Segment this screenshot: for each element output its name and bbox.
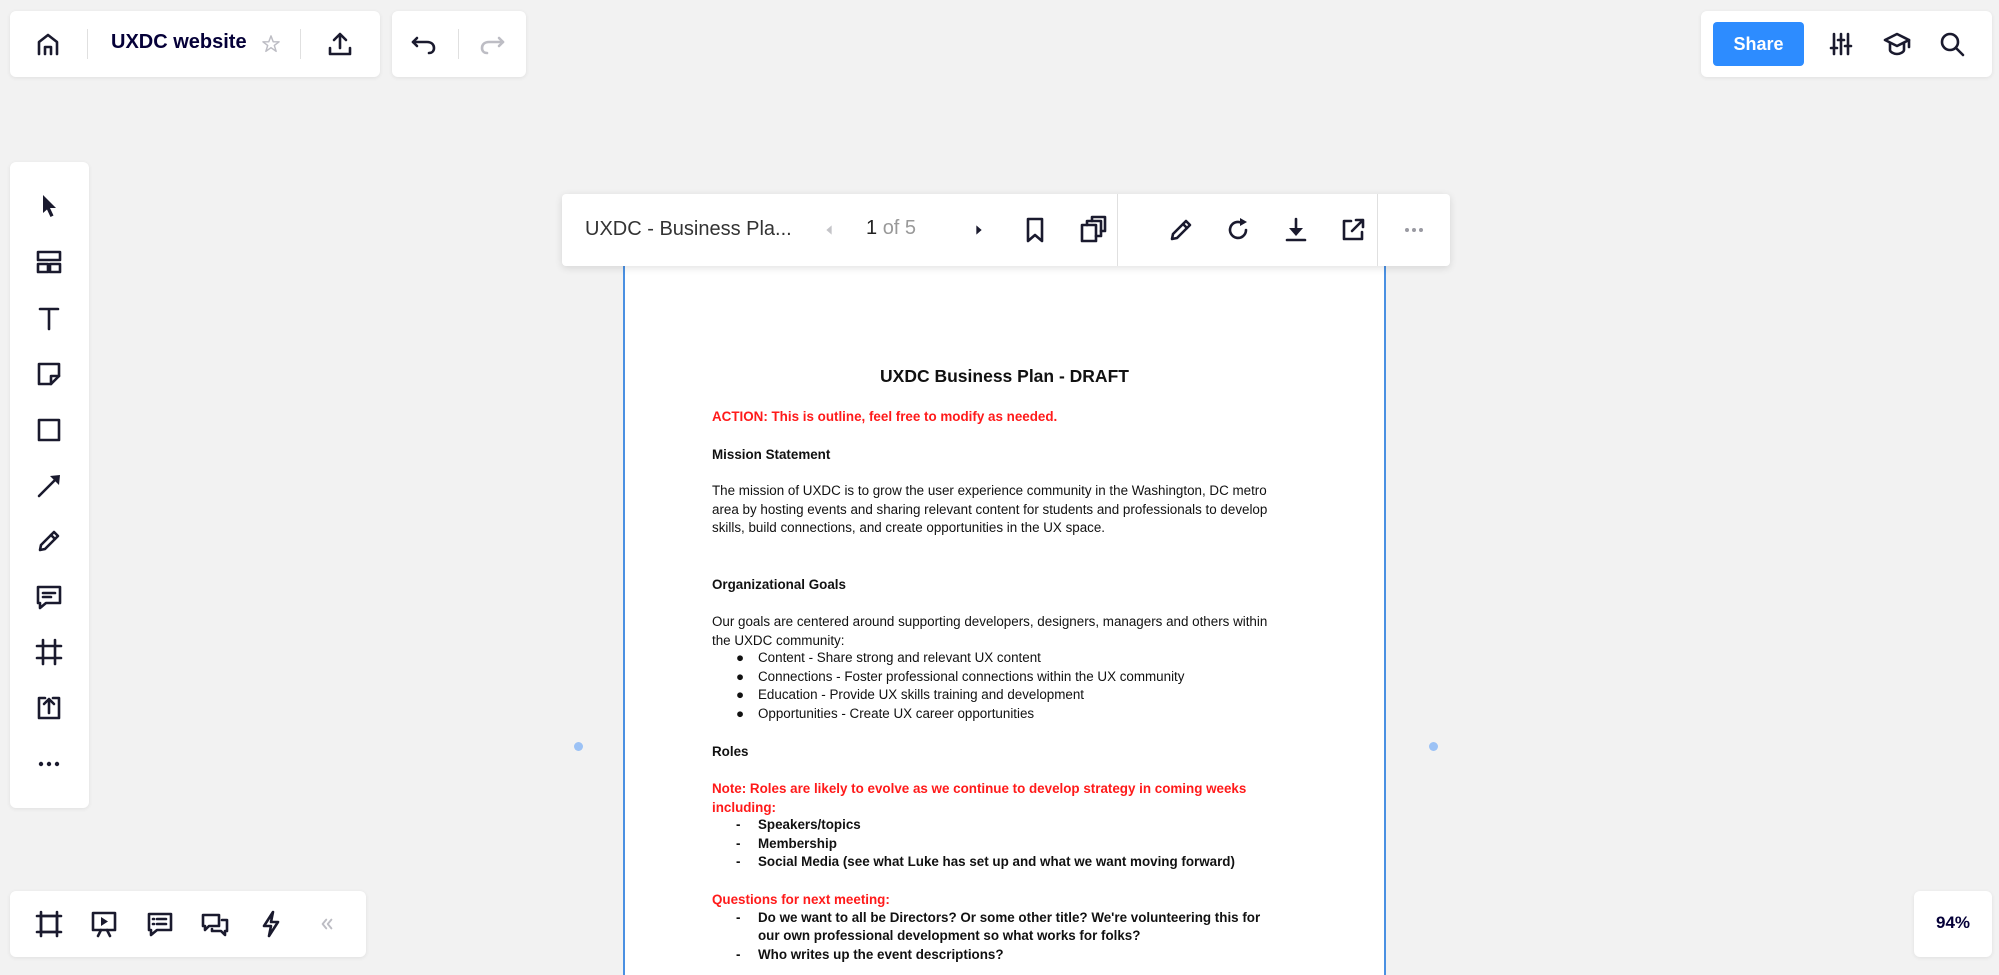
pen-icon xyxy=(34,526,64,556)
dash-mark: - xyxy=(736,947,741,962)
presentation-icon xyxy=(89,909,119,939)
dash-mark: - xyxy=(736,854,741,869)
mission-line: skills, build connections, and create opportunities in the UX space. xyxy=(712,520,1106,535)
rectangle-icon xyxy=(34,415,64,445)
notes-button[interactable] xyxy=(138,902,182,946)
pen-icon xyxy=(1166,215,1196,245)
chevron-left-icon xyxy=(819,220,839,240)
search-button[interactable] xyxy=(1930,22,1974,66)
rotate-button[interactable] xyxy=(1216,208,1260,252)
connector-tool[interactable] xyxy=(27,464,71,508)
external-link-icon xyxy=(1338,215,1368,245)
activity-button[interactable] xyxy=(249,902,293,946)
frame-icon xyxy=(34,637,64,667)
presentation-button[interactable] xyxy=(82,902,126,946)
redo-button[interactable] xyxy=(470,22,514,66)
bullet-mark: ● xyxy=(736,706,745,721)
document-name: UXDC - Business Pla... xyxy=(585,218,792,240)
mission-heading: Mission Statement xyxy=(712,447,831,462)
bullet-mark: ● xyxy=(736,650,745,665)
more-options-button[interactable] xyxy=(1392,208,1436,252)
search-icon xyxy=(1937,29,1967,59)
bullet-text: Education - Provide UX skills training and development xyxy=(758,687,1085,702)
learning-center-button[interactable] xyxy=(1875,22,1919,66)
bullet-text: Content - Share strong and relevant UX content xyxy=(758,650,1041,665)
bottom-toolbar xyxy=(10,891,366,957)
role-text: Speakers/topics xyxy=(758,817,861,832)
shape-tool[interactable] xyxy=(27,408,71,452)
open-external-button[interactable] xyxy=(1331,208,1375,252)
divider xyxy=(87,29,88,59)
export-button[interactable] xyxy=(318,22,362,66)
rotate-icon xyxy=(1223,215,1253,245)
question-text: Do we want to all be Directors? Or some other title? We're volunteering this for xyxy=(758,910,1261,925)
double-chevron-left-icon xyxy=(316,913,338,935)
graduation-cap-icon xyxy=(1882,29,1912,59)
resize-handle-right[interactable] xyxy=(1429,742,1438,751)
upload-file-icon xyxy=(34,693,64,723)
roles-heading: Roles xyxy=(712,744,749,759)
mission-line: The mission of UXDC is to grow the user experience community in the Washington, DC metro xyxy=(712,483,1267,498)
action-note: ACTION: This is outline, feel free to modify as needed. xyxy=(712,409,1058,424)
home-button[interactable] xyxy=(26,22,70,66)
bullet-mark: ● xyxy=(736,669,745,684)
top-right-panel xyxy=(1701,11,1992,77)
document-title: UXDC Business Plan - DRAFT xyxy=(880,366,1129,386)
dash-mark: - xyxy=(736,836,741,851)
goals-line: the UXDC community: xyxy=(712,633,845,648)
bullet-text: Opportunities - Create UX career opportunities xyxy=(758,706,1035,721)
next-page-button[interactable] xyxy=(957,208,1001,252)
upload-icon xyxy=(325,29,355,59)
pen-tool[interactable] xyxy=(27,519,71,563)
undo-icon xyxy=(409,29,439,59)
question-text: our own professional development so what works for folks? xyxy=(758,928,1141,943)
templates-icon xyxy=(34,247,64,277)
annotate-button[interactable] xyxy=(1159,208,1203,252)
share-button[interactable]: Share xyxy=(1713,22,1804,66)
bullet-mark: ● xyxy=(736,687,745,702)
bookmark-button[interactable] xyxy=(1013,208,1057,252)
text-icon xyxy=(34,303,64,333)
previous-page-button[interactable] xyxy=(807,208,851,252)
roles-note-line: including: xyxy=(712,800,776,815)
questions-heading: Questions for next meeting: xyxy=(712,892,890,907)
more-horizontal-icon xyxy=(1399,215,1429,245)
dash-mark: - xyxy=(736,910,741,925)
role-text: Membership xyxy=(758,836,837,851)
divider xyxy=(458,29,459,59)
more-tools-button[interactable] xyxy=(27,742,71,786)
board-title[interactable]: UXDC website xyxy=(111,31,247,53)
zoom-control[interactable] xyxy=(1914,891,1992,957)
chat-icon xyxy=(200,909,230,939)
comment-icon xyxy=(34,582,64,612)
undo-button[interactable] xyxy=(402,22,446,66)
text-tool[interactable] xyxy=(27,296,71,340)
select-tool[interactable] xyxy=(27,184,71,228)
star-icon xyxy=(260,33,282,55)
divider xyxy=(300,29,301,59)
mission-line: area by hosting events and sharing relevant content for students and professionals to develop xyxy=(712,502,1268,517)
current-page: 1 xyxy=(866,217,878,239)
document-viewer-toolbar xyxy=(562,194,1450,266)
sticky-note-tool[interactable] xyxy=(27,352,71,396)
sliders-icon xyxy=(1826,29,1856,59)
star-button[interactable] xyxy=(249,22,293,66)
download-icon xyxy=(1281,215,1311,245)
home-icon xyxy=(33,29,63,59)
divider xyxy=(1377,194,1378,266)
notes-list-icon xyxy=(145,909,175,939)
comment-tool[interactable] xyxy=(27,575,71,619)
creation-toolbar xyxy=(10,162,89,808)
history-panel xyxy=(392,11,526,77)
templates-tool[interactable] xyxy=(27,240,71,284)
page-indicator xyxy=(866,217,916,240)
copy-pages-icon xyxy=(1078,215,1108,245)
frames-button[interactable] xyxy=(27,902,71,946)
settings-button[interactable] xyxy=(1819,22,1863,66)
chevron-right-icon xyxy=(969,220,989,240)
pages-button[interactable] xyxy=(1071,208,1115,252)
more-horizontal-icon xyxy=(34,749,64,779)
arrow-icon xyxy=(34,471,64,501)
dash-mark: - xyxy=(736,817,741,832)
download-button[interactable] xyxy=(1274,208,1318,252)
zoom-level[interactable]: 94% xyxy=(1935,913,1971,932)
cursor-icon xyxy=(34,191,64,221)
frames-icon xyxy=(34,909,64,939)
divider xyxy=(1117,194,1118,266)
lightning-icon xyxy=(256,909,286,939)
board-header-panel xyxy=(10,11,380,77)
sticky-note-icon xyxy=(34,359,64,389)
chat-button[interactable] xyxy=(193,902,237,946)
bookmark-icon xyxy=(1020,215,1050,245)
bullet-text: Connections - Foster professional connections within the UX community xyxy=(758,669,1185,684)
question-text: Who writes up the event descriptions? xyxy=(758,947,1004,962)
roles-note-line: Note: Roles are likely to evolve as we continue to develop strategy in coming weeks xyxy=(712,781,1247,796)
role-text: Social Media (see what Luke has set up and what we want moving forward) xyxy=(758,854,1235,869)
collapse-button[interactable] xyxy=(305,902,349,946)
resize-handle-left[interactable] xyxy=(574,742,583,751)
page-total: of 5 xyxy=(882,217,917,239)
redo-icon xyxy=(477,29,507,59)
goals-heading: Organizational Goals xyxy=(712,577,846,592)
upload-tool[interactable] xyxy=(27,686,71,730)
goals-line: Our goals are centered around supporting developers, designers, managers and others within xyxy=(712,614,1268,629)
frame-tool[interactable] xyxy=(27,630,71,674)
